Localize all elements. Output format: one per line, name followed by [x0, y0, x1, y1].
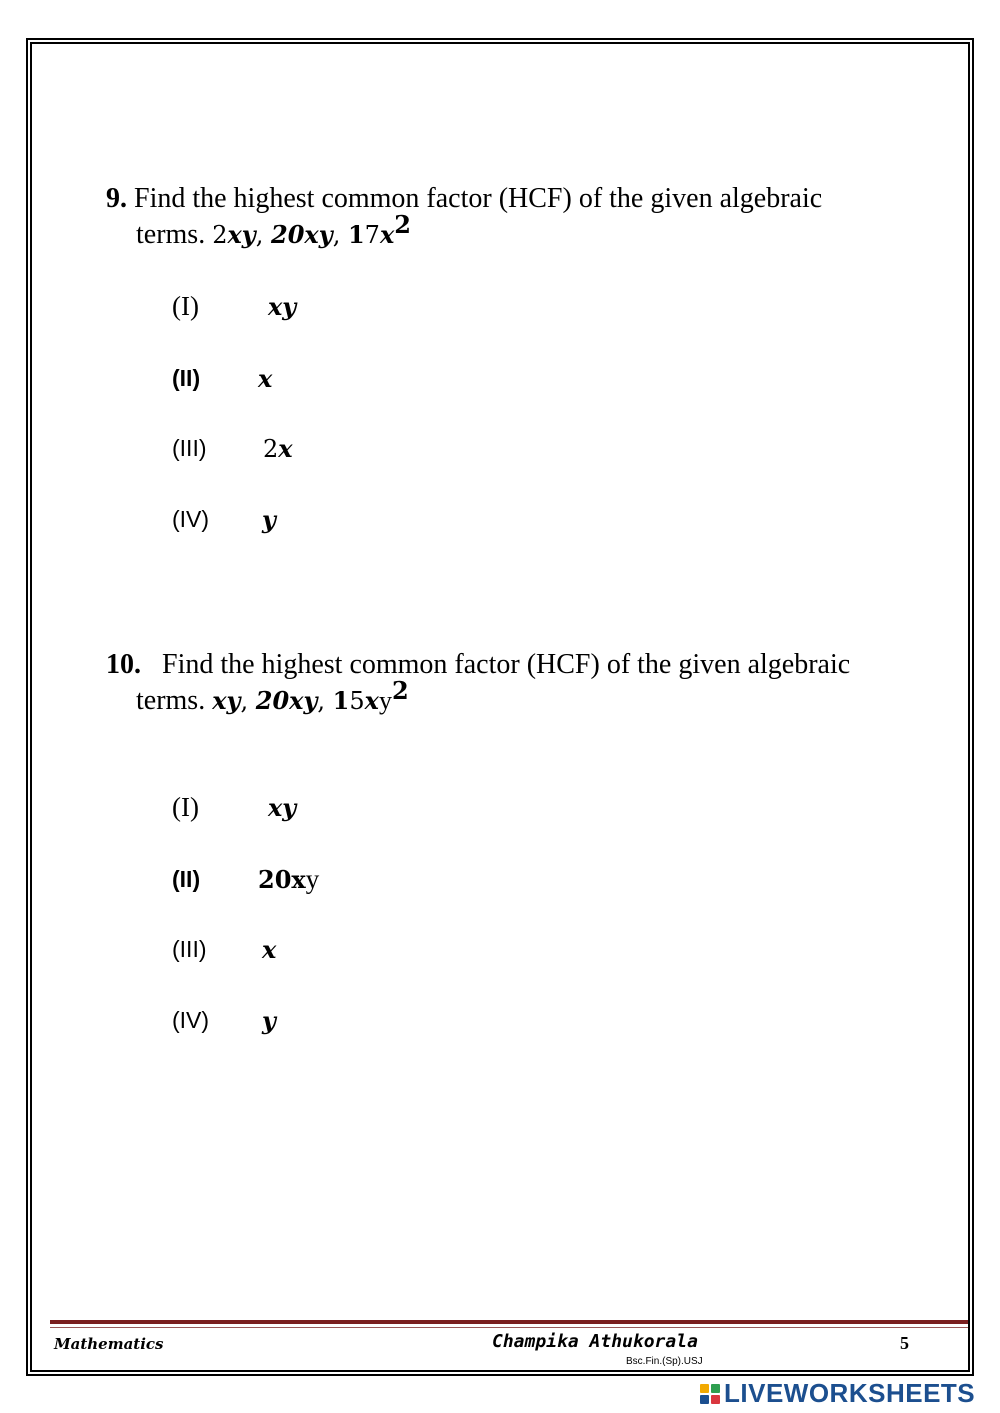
term-exponent: 2 — [394, 210, 411, 239]
footer-rule — [50, 1320, 968, 1324]
question-text: Find the highest common factor (HCF) of the given algebraic — [162, 649, 851, 680]
question-text: Find the highest common factor (HCF) of the given algebraic — [134, 183, 823, 214]
option-label: (II) — [172, 866, 201, 892]
option-value[interactable]: xy — [268, 292, 297, 321]
option-variable: x — [278, 434, 293, 463]
option-value[interactable]: x — [262, 935, 277, 964]
term-variable: x — [379, 220, 395, 249]
term-coefficient: 1 — [332, 686, 350, 715]
option-label: (III) — [172, 936, 207, 962]
option-value[interactable] — [258, 864, 319, 896]
term-separator: , — [240, 687, 256, 715]
option-value[interactable]: y — [262, 1006, 276, 1035]
option-coefficient: 2 — [263, 435, 279, 463]
footer-rule-thin — [50, 1327, 968, 1328]
option-value[interactable]: y — [262, 505, 276, 534]
option-label: (III) — [172, 435, 207, 461]
term: xy — [212, 686, 241, 715]
question-number: 10. — [106, 649, 141, 680]
question-10-line2 — [136, 676, 409, 717]
term-separator: , — [317, 687, 333, 715]
term: 20xy — [271, 220, 333, 249]
brand-name: LIVEWORKSHEETS — [724, 1378, 976, 1408]
term-coefficient: 5 — [349, 687, 365, 715]
footer-author: Champika Athukorala — [492, 1331, 698, 1352]
footer-credentials: Bsc.Fin.(Sp).USJ — [626, 1356, 703, 1367]
question-9-line1 — [106, 183, 822, 215]
term-coefficient: 1 — [347, 220, 365, 249]
term-coefficient: 2 — [212, 221, 228, 249]
liveworksheets-logo-icon — [700, 1384, 720, 1404]
option-value[interactable] — [263, 434, 293, 465]
page-number: 5 — [900, 1333, 909, 1353]
option-label: (II) — [172, 365, 201, 391]
option-value[interactable]: xy — [268, 793, 297, 822]
term-variable: y — [378, 686, 392, 715]
question-9-line2 — [136, 210, 411, 251]
option-label: (I) — [172, 291, 199, 321]
footer-subject: Mathematics — [54, 1335, 164, 1353]
question-text-prefix: terms. — [136, 685, 213, 716]
option-label: (IV) — [172, 1007, 210, 1033]
liveworksheets-brand[interactable] — [700, 1378, 975, 1409]
option-variable: y — [305, 864, 320, 894]
question-text-prefix: terms. — [136, 219, 213, 250]
term-coefficient: 7 — [364, 221, 380, 249]
term-separator: , — [255, 221, 272, 249]
term-exponent: 2 — [391, 676, 409, 705]
option-value[interactable]: x — [258, 364, 273, 393]
term-variable: xy — [227, 220, 256, 249]
question-number: 9. — [106, 183, 127, 214]
term: 20xy — [255, 686, 318, 715]
option-term: 20x — [258, 865, 306, 894]
option-label: (IV) — [172, 506, 210, 532]
option-label: (I) — [172, 792, 199, 822]
term-separator: , — [332, 221, 348, 249]
question-10-line1 — [106, 649, 850, 681]
term-variable: x — [364, 686, 379, 715]
